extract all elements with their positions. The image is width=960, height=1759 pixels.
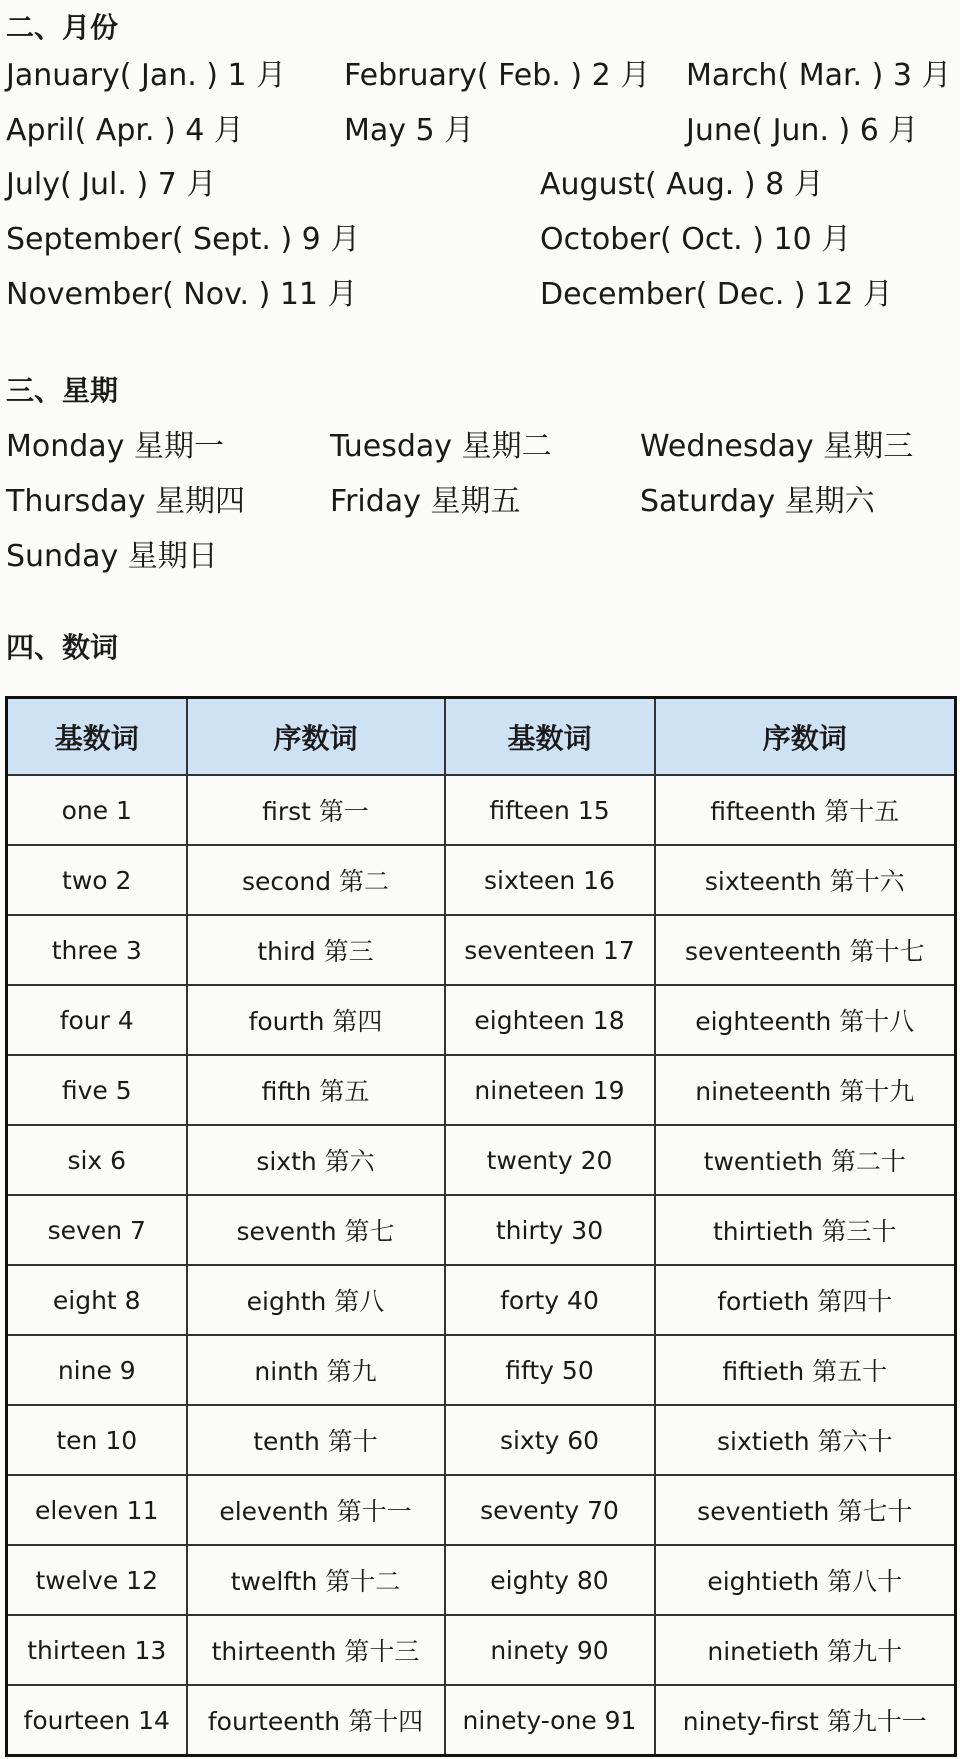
cardinal-cell: eighteen 18 [445,985,655,1055]
header-cardinal: 基数词 [7,698,187,776]
numerals-table [5,696,957,1757]
cardinal-cell: fifty 50 [445,1335,655,1405]
header-ordinal: 序数词 [187,698,445,776]
month-september: September( Sept. ) 9 月 [6,222,361,257]
ordinal-cell: thirtieth 第三十 [655,1195,956,1265]
cardinal-cell: two 2 [7,845,187,915]
ordinal-cell: seventieth 第七十 [655,1475,956,1545]
weekday-thursday: Thursday 星期四 [6,484,246,519]
cardinal-cell: six 6 [7,1125,187,1195]
cardinal-cell: twelve 12 [7,1545,187,1615]
table-row [7,985,956,1055]
ordinal-cell: fifth 第五 [187,1055,445,1125]
cardinal-cell: twenty 20 [445,1125,655,1195]
month-january: January( Jan. ) 1 月 [6,58,287,93]
header-cardinal: 基数词 [445,698,655,776]
month-june: June( Jun. ) 6 月 [686,113,919,148]
weekday-sunday: Sunday 星期日 [6,539,218,574]
ordinal-cell: sixtieth 第六十 [655,1405,956,1475]
ordinal-cell: eightieth 第八十 [655,1545,956,1615]
table-row [7,1475,956,1545]
ordinal-cell: twelfth 第十二 [187,1545,445,1615]
ordinal-cell: third 第三 [187,915,445,985]
ordinal-cell: nineteenth 第十九 [655,1055,956,1125]
ordinal-cell: ninety-first 第九十一 [655,1685,956,1756]
cardinal-cell: ten 10 [7,1405,187,1475]
cardinal-cell: seventeen 17 [445,915,655,985]
ordinal-cell: seventeenth 第十七 [655,915,956,985]
ordinal-cell: first 第一 [187,775,445,845]
cardinal-cell: fifteen 15 [445,775,655,845]
ordinal-cell: sixteenth 第十六 [655,845,956,915]
table-row [7,1685,956,1756]
month-july: July( Jul. ) 7 月 [6,167,217,202]
cardinal-cell: sixteen 16 [445,845,655,915]
ordinal-cell: twentieth 第二十 [655,1125,956,1195]
weekday-friday: Friday 星期五 [330,484,521,519]
months-heading: 二、月份 [6,11,119,44]
month-march: March( Mar. ) 3 月 [686,58,952,93]
table-row [7,1335,956,1405]
ordinal-cell: seventh 第七 [187,1195,445,1265]
cardinal-cell: forty 40 [445,1265,655,1335]
weekday-monday: Monday 星期一 [6,429,224,464]
cardinal-cell: seventy 70 [445,1475,655,1545]
numerals-heading: 四、数词 [6,631,119,664]
weekdays-heading: 三、星期 [6,374,119,407]
cardinal-cell: four 4 [7,985,187,1055]
weekday-tuesday: Tuesday 星期二 [330,429,552,464]
ordinal-cell: second 第二 [187,845,445,915]
month-february: February( Feb. ) 2 月 [344,58,651,93]
table-row [7,775,956,845]
ordinal-cell: ninth 第九 [187,1335,445,1405]
ordinal-cell: sixth 第六 [187,1125,445,1195]
ordinal-cell: eighth 第八 [187,1265,445,1335]
cardinal-cell: nineteen 19 [445,1055,655,1125]
month-may: May 5 月 [344,113,475,148]
cardinal-cell: thirteen 13 [7,1615,187,1685]
cardinal-cell: thirty 30 [445,1195,655,1265]
table-row [7,1195,956,1265]
cardinal-cell: five 5 [7,1055,187,1125]
cardinal-cell: seven 7 [7,1195,187,1265]
cardinal-cell: eighty 80 [445,1545,655,1615]
table-row [7,1125,956,1195]
cardinal-cell: ninety-one 91 [445,1685,655,1756]
cardinal-cell: eleven 11 [7,1475,187,1545]
ordinal-cell: fifteenth 第十五 [655,775,956,845]
table-row [7,1545,956,1615]
ordinal-cell: fortieth 第四十 [655,1265,956,1335]
table-row [7,1405,956,1475]
header-ordinal: 序数词 [655,698,956,776]
ordinal-cell: ninetieth 第九十 [655,1615,956,1685]
weekday-wednesday: Wednesday 星期三 [640,429,914,464]
weekday-saturday: Saturday 星期六 [640,484,875,519]
cardinal-cell: nine 9 [7,1335,187,1405]
month-august: August( Aug. ) 8 月 [540,167,824,202]
month-november: November( Nov. ) 11 月 [6,277,358,312]
ordinal-cell: eleventh 第十一 [187,1475,445,1545]
cardinal-cell: three 3 [7,915,187,985]
month-april: April( Apr. ) 4 月 [6,113,244,148]
cardinal-cell: sixty 60 [445,1405,655,1475]
ordinal-cell: fourteenth 第十四 [187,1685,445,1756]
ordinal-cell: fiftieth 第五十 [655,1335,956,1405]
ordinal-cell: fourth 第四 [187,985,445,1055]
month-october: October( Oct. ) 10 月 [540,222,852,257]
table-row [7,1055,956,1125]
month-december: December( Dec. ) 12 月 [540,277,893,312]
cardinal-cell: fourteen 14 [7,1685,187,1756]
cardinal-cell: ninety 90 [445,1615,655,1685]
numerals-header-row [7,698,956,776]
cardinal-cell: one 1 [7,775,187,845]
ordinal-cell: eighteenth 第十八 [655,985,956,1055]
table-row [7,845,956,915]
cardinal-cell: eight 8 [7,1265,187,1335]
ordinal-cell: thirteenth 第十三 [187,1615,445,1685]
table-row [7,915,956,985]
table-row [7,1615,956,1685]
table-row [7,1265,956,1335]
ordinal-cell: tenth 第十 [187,1405,445,1475]
